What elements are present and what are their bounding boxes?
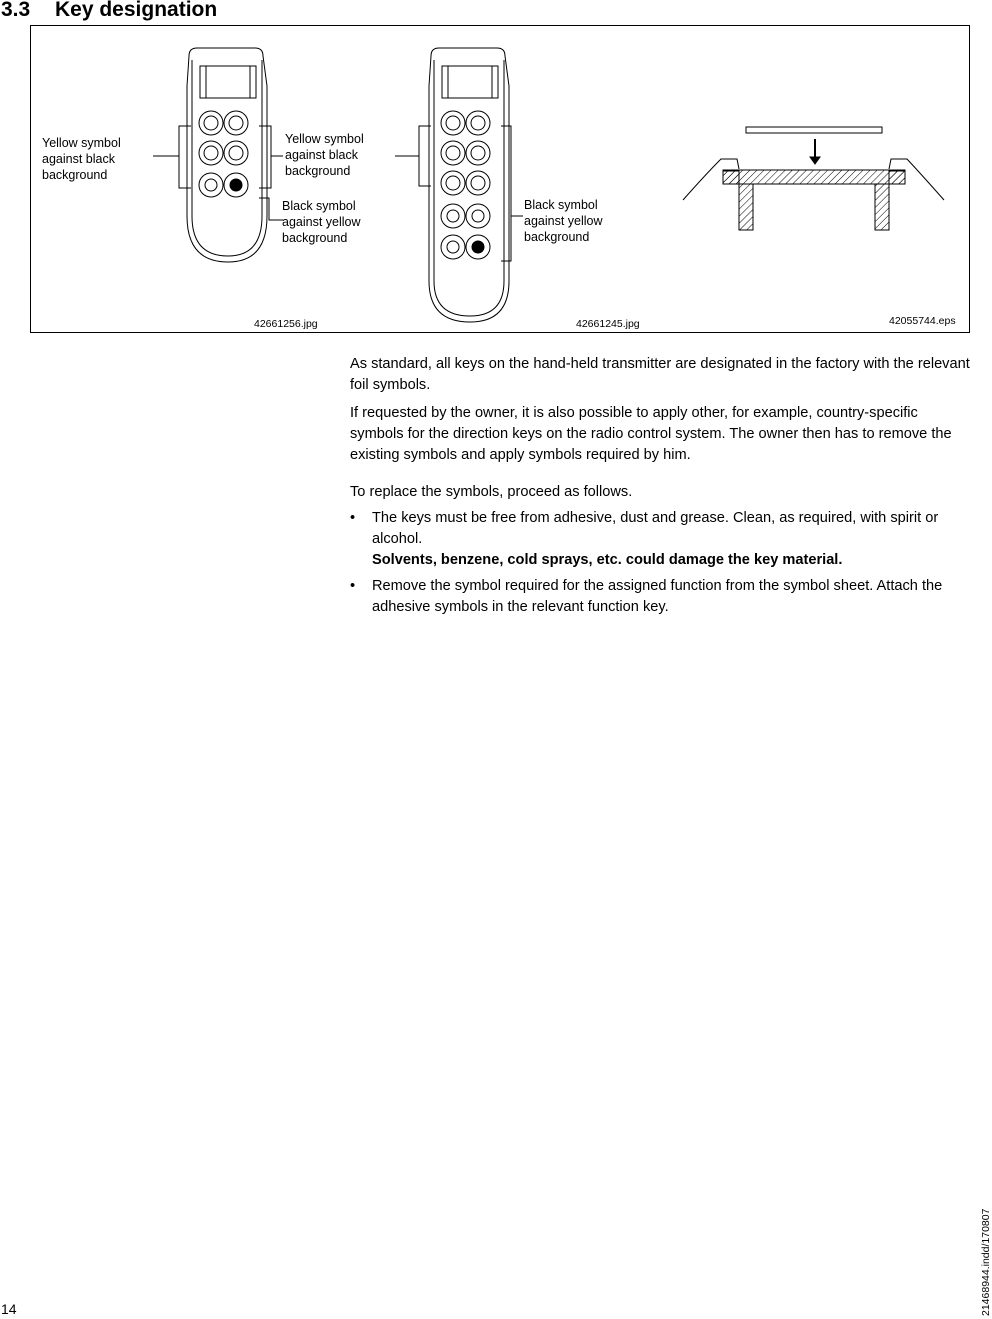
label-mid-black xyxy=(282,198,361,246)
bullet-icon: • xyxy=(350,510,356,526)
figure-filename: 42661245.jpg xyxy=(576,318,640,330)
label-line: background xyxy=(285,164,351,178)
label-line: background xyxy=(524,230,590,244)
label-right-black xyxy=(524,197,603,245)
keys-tall xyxy=(441,111,490,259)
page-number: 14 xyxy=(1,1301,17,1317)
paragraph: As standard, all keys on the hand-held transmitter are designated in the factory with the relevant foil symbols. xyxy=(350,356,970,393)
list-item xyxy=(350,576,972,618)
label-line: Yellow symbol xyxy=(285,132,364,146)
figure-panel xyxy=(30,25,970,333)
label-line: background xyxy=(282,231,348,245)
label-line: against black xyxy=(42,152,115,166)
figure-filename: 42661256.jpg xyxy=(254,318,318,330)
label-line: Yellow symbol xyxy=(42,136,121,150)
section-title: Key designation xyxy=(55,0,218,21)
section-number: 3.3 xyxy=(1,0,31,21)
label-mid-yellow xyxy=(285,131,364,179)
label-line: against yellow xyxy=(282,215,361,229)
key-cross-section xyxy=(683,127,944,230)
list-item-text: The keys must be free from adhesive, dust and grease. Clean, as required, with spirit or alcohol. xyxy=(372,510,939,547)
label-line: Black symbol xyxy=(524,198,598,212)
body-text xyxy=(350,354,972,618)
label-line: Black symbol xyxy=(282,199,356,213)
figure-drawing xyxy=(31,26,971,334)
keys-small xyxy=(199,111,248,197)
label-line: against black xyxy=(285,148,358,162)
transmitter-tall xyxy=(429,48,509,322)
document-code: 21468944.indd/170807 xyxy=(980,1208,992,1316)
section-heading xyxy=(1,0,217,22)
list-item-text: Remove the symbol required for the assigned function from the symbol sheet. Attach the adhesive symbols in the relevant function key. xyxy=(372,578,943,615)
label-left-yellow xyxy=(42,135,121,183)
paragraph: If requested by the owner, it is also possible to apply other, for example, country-specific symbols for the direction keys on the radio control system. The owner then has to remove the existing symbols and apply symbols required by him. xyxy=(350,405,952,463)
transmitter-small xyxy=(187,48,267,262)
paragraph: To replace the symbols, proceed as follows. xyxy=(350,484,633,500)
bullet-icon: • xyxy=(350,578,356,594)
list-item xyxy=(350,508,972,550)
warning-text: Solvents, benzene, cold sprays, etc. could damage the key material. xyxy=(372,552,843,568)
label-line: background xyxy=(42,168,108,182)
label-line: against yellow xyxy=(524,214,603,228)
figure-filename: 42055744.eps xyxy=(889,315,956,327)
